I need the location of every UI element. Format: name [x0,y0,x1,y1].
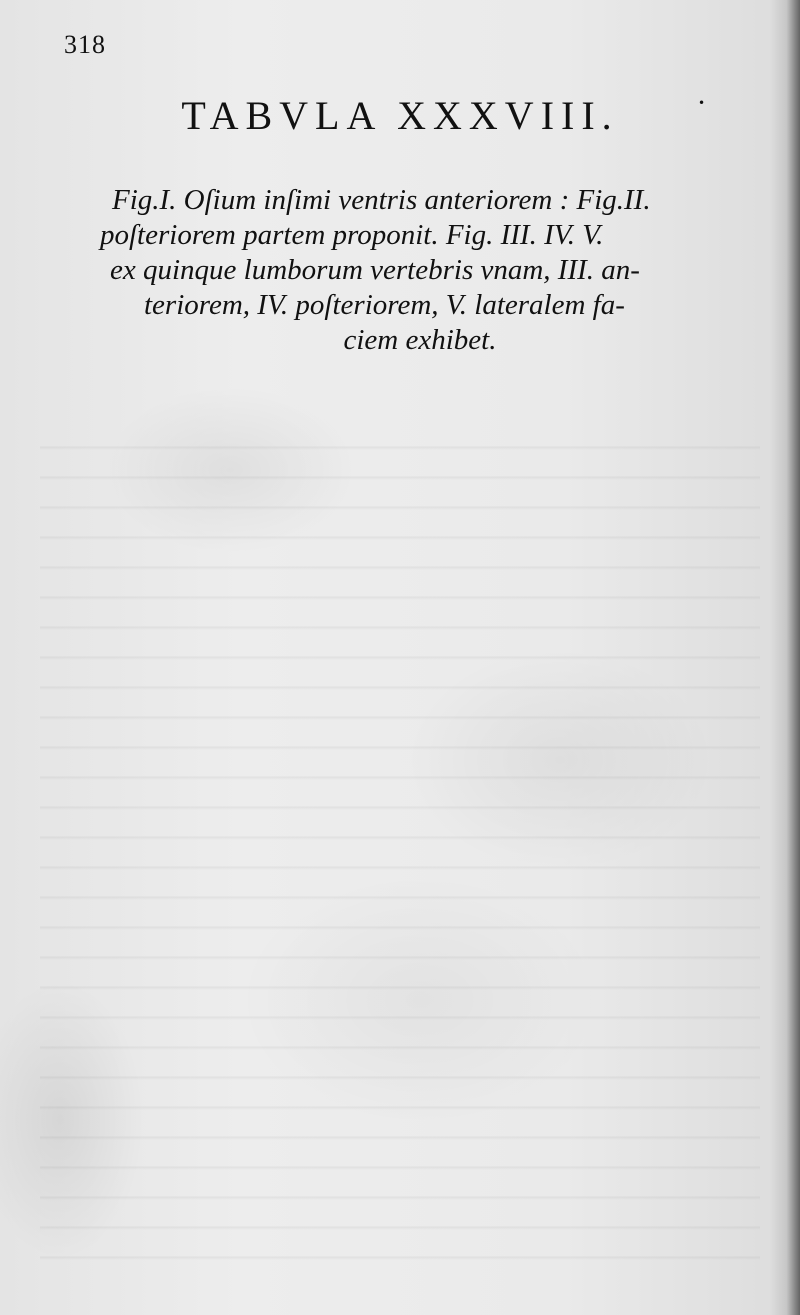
caption-line: ex quinque lumborum vertebris vnam, III. an- [110,254,640,286]
gutter-shadow [770,0,800,1315]
bleed-through-texture [40,420,760,1280]
caption-line: ciem exhibet. [343,324,497,356]
page-number: 318 [64,30,106,59]
caption-line: teriorem, IV. poſteriorem, V. lateralem fa- [144,289,625,321]
title-ornament-mark: • [698,96,706,110]
figure-caption [100,183,740,358]
caption-line: poſteriorem partem proponit. Fig. III. IV. V. [100,219,604,251]
caption-line: Fig.I. Oſium inſimi ventris anteriorem : Fig.II. [112,184,651,216]
page-title: TABVLA XXXVIII. [181,93,619,138]
